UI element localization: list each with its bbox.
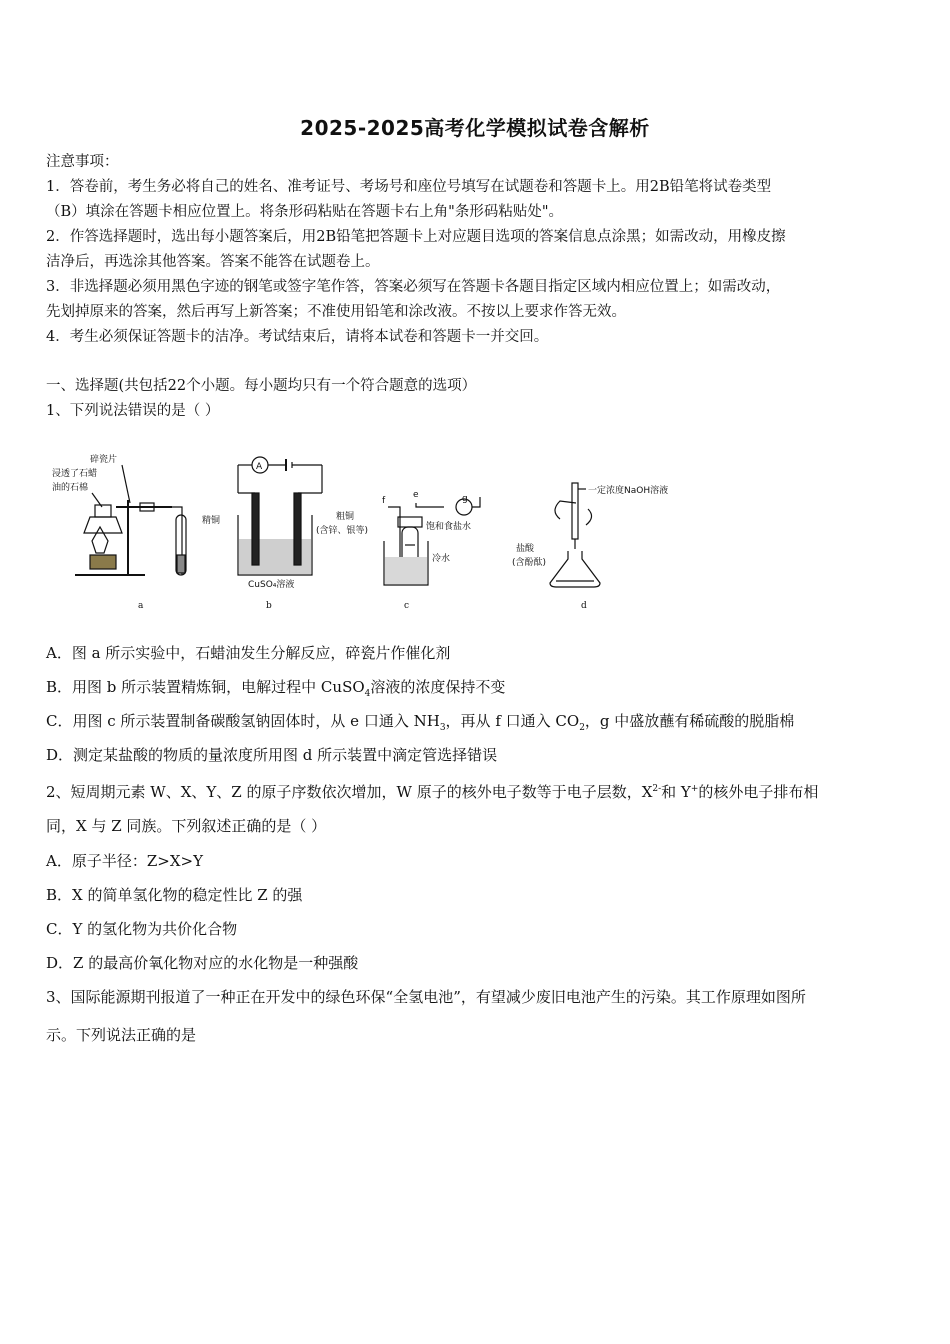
question-2-option-a: A．原子半径：Z>X>Y: [46, 852, 203, 870]
label-c-f: f: [382, 496, 386, 506]
notice-line: 4．考生必须保证答题卡的洁净。考试结束后，请将本试卷和答题卡一并交回。: [46, 329, 549, 345]
caption-c: c: [404, 601, 410, 611]
notice-heading: 注意事项：: [46, 154, 119, 170]
notice-line: 先划掉原来的答案，然后再写上新答案；不准使用铅笔和涂改液。不按以上要求作答无效。: [46, 304, 626, 320]
question-1-option-c: C．用图 c 所示装置制备碳酸氢钠固体时，从 e 口通入 $NH_3$，再从 f 口通入 $CO_2$，g 中盛放蘸有稀硫酸的脱脂棉: [46, 712, 795, 733]
question-2-stem-line2: 同，X 与 Z 同族。下列叙述正确的是（ ）: [46, 817, 327, 835]
label-c-water: 冷水: [432, 554, 451, 564]
question-2-option-b: B．X 的简单氢化物的稳定性比 Z 的强: [46, 886, 303, 904]
apparatus-c: [382, 490, 480, 611]
label-a-oil2: 油的石棉: [52, 483, 89, 493]
label-d-naoh: 一定浓度NaOH溶液: [588, 486, 669, 496]
label-b-bottom: CuSO₄溶液: [248, 580, 295, 590]
ammeter-label: A: [256, 462, 263, 472]
label-c-brine: 饱和食盐水: [426, 522, 472, 532]
label-a-chips: 碎瓷片: [90, 455, 118, 465]
question-3-stem: 3、国际能源期刊报道了一种正在开发中的绿色环保“全氢电池”，有望减少废旧电池产生的污染。其工作原理如图所: [46, 988, 806, 1006]
caption-d: d: [581, 601, 587, 611]
notice-line: 2．作答选择题时，选出每小题答案后，用2B铅笔把答题卡上对应题目选项的答案信息点涂黑；如需改动，用橡皮擦: [46, 229, 786, 245]
label-d-hcl: 盐酸: [516, 544, 535, 554]
label-a-oil1: 浸透了石蜡: [52, 469, 98, 479]
caption-b: b: [266, 601, 272, 611]
question-1-option-d: D．测定某盐酸的物质的量浓度所用图 d 所示装置中滴定管选择错误: [46, 746, 498, 764]
question-2-stem: 2、短周期元素 W、X、Y、Z 的原子序数依次增加，W 原子的核外电子数等于电子层数，$X^{2-}$和 Y+的核外电子排布相: [46, 783, 819, 801]
question-3-stem-line2: 示。下列说法正确的是: [46, 1026, 197, 1044]
label-b-right1: 粗铜: [336, 512, 355, 522]
notice-line: （B）填涂在答题卡相应位置上。将条形码粘贴在答题卡右上角"条形码粘贴处"。: [46, 204, 563, 220]
apparatus-b: [202, 457, 368, 611]
question-2-option-c: C．Y 的氢化物为共价化合物: [46, 920, 238, 938]
label-d-phenol: (含酚酞): [512, 558, 547, 568]
notice-line: 1．答卷前，考生务必将自己的姓名、准考证号、考场号和座位号填写在试题卷和答题卡上。用2B铅笔将试卷类型: [46, 179, 772, 195]
apparatus-a: [52, 453, 186, 611]
label-b-right2: (含锌、银等): [316, 526, 369, 536]
question-1-stem: 1、下列说法错误的是（ ）: [46, 403, 220, 419]
section-heading: 一、选择题(共包括22个小题。每小题均只有一个符合题意的选项）: [46, 378, 477, 394]
question-2-option-d: D．Z 的最高价氧化物对应的水化物是一种强酸: [46, 954, 359, 972]
label-b-left: 精铜: [202, 516, 221, 526]
question-1-option-b: B．用图 b 所示装置精炼铜，电解过程中 CuSO$_4$溶液的浓度保持不变: [46, 678, 506, 699]
apparatus-d: [512, 483, 668, 611]
caption-a: a: [138, 601, 144, 611]
question-1-figure: [52, 445, 700, 620]
page-title: 2025-2025高考化学模拟试卷含解析: [300, 116, 650, 140]
notice-line: 洁净后，再选涂其他答案。答案不能答在试题卷上。: [46, 254, 380, 270]
label-c-g: g: [462, 494, 468, 504]
label-c-e: e: [413, 490, 419, 500]
notice-line: 3．非选择题必须用黑色字迹的钢笔或签字笔作答，答案必须写在答题卡各题目指定区域内相应位置上；如需改动，: [46, 279, 781, 295]
question-1-option-a: A．图 a 所示实验中，石蜡油发生分解反应，碎瓷片作催化剂: [46, 644, 451, 662]
